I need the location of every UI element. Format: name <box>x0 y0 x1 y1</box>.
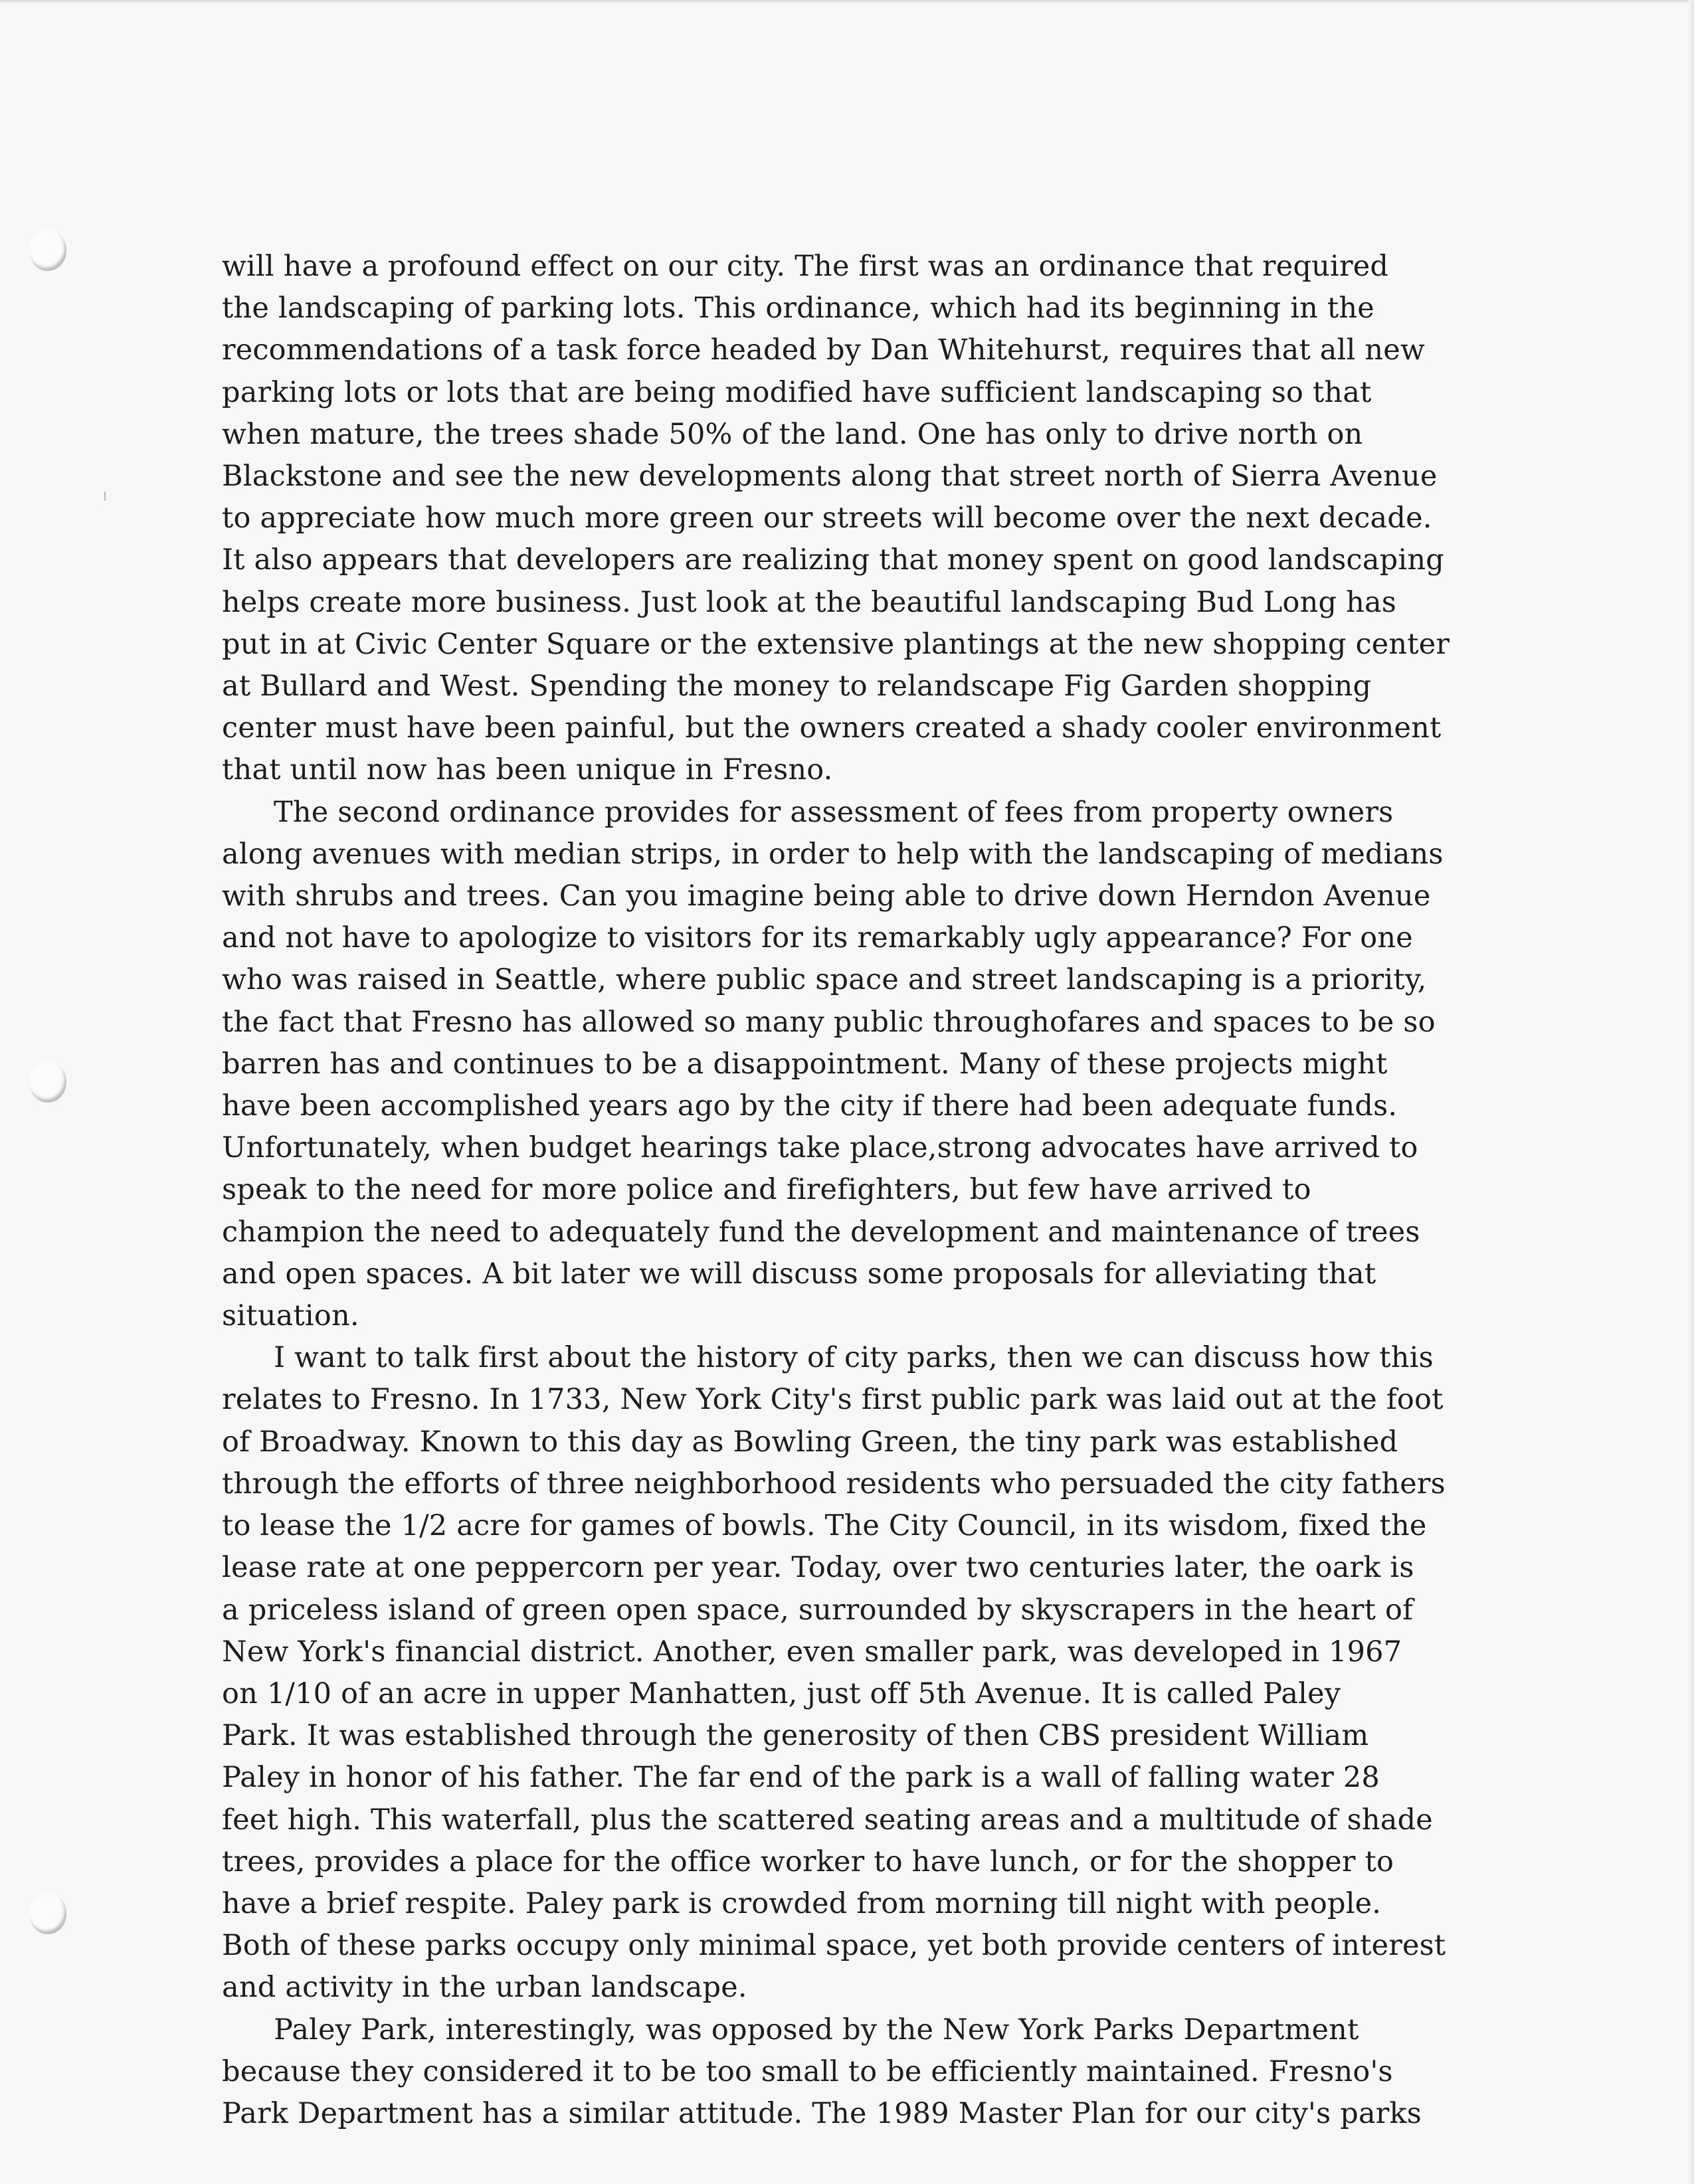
scan-mark <box>104 492 106 501</box>
page-right-edge <box>1689 0 1694 2184</box>
text-line: when mature, the trees shade 50% of the land. One has only to drive north on <box>222 417 1363 451</box>
text-line: Paley in honor of his father. The far end of the park is a wall of falling water 28 <box>222 1761 1380 1795</box>
text-line: Park. It was established through the generosity of then CBS president William <box>222 1719 1369 1753</box>
punch-hole-top <box>29 230 66 271</box>
text-line: with shrubs and trees. Can you imagine being able to drive down Herndon Avenue <box>222 879 1431 913</box>
text-line: and not have to apologize to visitors for its remarkably ugly appearance? For one <box>222 921 1413 955</box>
text-line: of Broadway. Known to this day as Bowling Green, the tiny park was established <box>222 1425 1398 1459</box>
text-line: New York's financial district. Another, even smaller park, was developed in 1967 <box>222 1635 1402 1669</box>
punch-hole-bottom <box>29 1893 66 1934</box>
punch-hole-middle <box>29 1061 66 1103</box>
text-line: champion the need to adequately fund the development and maintenance of trees <box>222 1215 1420 1249</box>
text-line: recommendations of a task force headed by Dan Whitehurst, requires that all new <box>222 333 1425 367</box>
text-line: center must have been painful, but the owners created a shady cooler environment <box>222 711 1442 745</box>
text-line: the landscaping of parking lots. This ordinance, which had its beginning in the <box>222 292 1374 325</box>
text-line: Park Department has a similar attitude. The 1989 Master Plan for our city's parks <box>222 2096 1422 2130</box>
text-line: because they considered it to be too small to be efficiently maintained. Fresno's <box>222 2054 1393 2088</box>
text-line: that until now has been unique in Fresno. <box>222 753 833 787</box>
document-body <box>222 246 1517 2135</box>
text-line: will have a profound effect on our city. The first was an ordinance that required <box>222 250 1389 283</box>
text-line: have been accomplished years ago by the city if there had been adequate funds. <box>222 1089 1398 1123</box>
text-line: put in at Civic Center Square or the extensive plantings at the new shopping center <box>222 627 1450 661</box>
text-line: relates to Fresno. In 1733, New York City's first public park was laid out at the foot <box>222 1383 1444 1417</box>
text-line: lease rate at one peppercorn per year. Today, over two centuries later, the oark is <box>222 1551 1414 1585</box>
text-line: Both of these parks occupy only minimal space, yet both provide centers of interest <box>222 1929 1446 1963</box>
text-line: and open spaces. A bit later we will discuss some proposals for alleviating that <box>222 1257 1376 1291</box>
paragraph-start-line: I want to talk first about the history of city parks, then we can discuss how this <box>274 1341 1434 1375</box>
text-line: speak to the need for more police and firefighters, but few have arrived to <box>222 1173 1311 1207</box>
text-line: feet high. This waterfall, plus the scattered seating areas and a multitude of shade <box>222 1803 1433 1837</box>
text-line: through the efforts of three neighborhood residents who persuaded the city fathers <box>222 1467 1446 1501</box>
text-line: on 1/10 of an acre in upper Manhatten, just off 5th Avenue. It is called Paley <box>222 1677 1341 1710</box>
text-line: helps create more business. Just look at the beautiful landscaping Bud Long has <box>222 585 1397 619</box>
text-line: and activity in the urban landscape. <box>222 1971 747 2005</box>
text-line: Unfortunately, when budget hearings take place,strong advocates have arrived to <box>222 1131 1418 1165</box>
text-line: Blackstone and see the new developments along that street north of Sierra Avenue <box>222 460 1438 494</box>
text-line: who was raised in Seattle, where public space and street landscaping is a priority, <box>222 963 1427 997</box>
text-line: the fact that Fresno has allowed so many public throughofares and spaces to be so <box>222 1005 1436 1039</box>
text-line: a priceless island of green open space, surrounded by skyscrapers in the heart of <box>222 1593 1414 1627</box>
text-line: trees, provides a place for the office worker to have lunch, or for the shopper to <box>222 1845 1394 1878</box>
text-line: parking lots or lots that are being modified have sufficient landscaping so that <box>222 375 1372 409</box>
text-line: to appreciate how much more green our streets will become over the next decade. <box>222 501 1432 535</box>
text-line: to lease the 1/2 acre for games of bowls. The City Council, in its wisdom, fixed the <box>222 1509 1427 1543</box>
text-line: at Bullard and West. Spending the money to relandscape Fig Garden shopping <box>222 670 1372 703</box>
page-top-edge <box>0 0 1694 4</box>
text-line: along avenues with median strips, in order to help with the landscaping of medians <box>222 837 1444 871</box>
text-line: have a brief respite. Paley park is crowded from morning till night with people. <box>222 1886 1382 1920</box>
text-line: barren has and continues to be a disappointment. Many of these projects might <box>222 1047 1388 1081</box>
paragraph-start-line: The second ordinance provides for assessment of fees from property owners <box>274 795 1394 829</box>
text-line: It also appears that developers are realizing that money spent on good landscaping <box>222 543 1444 577</box>
text-line: situation. <box>222 1299 359 1333</box>
paragraph-start-line: Paley Park, interestingly, was opposed by the New York Parks Department <box>274 2013 1359 2047</box>
